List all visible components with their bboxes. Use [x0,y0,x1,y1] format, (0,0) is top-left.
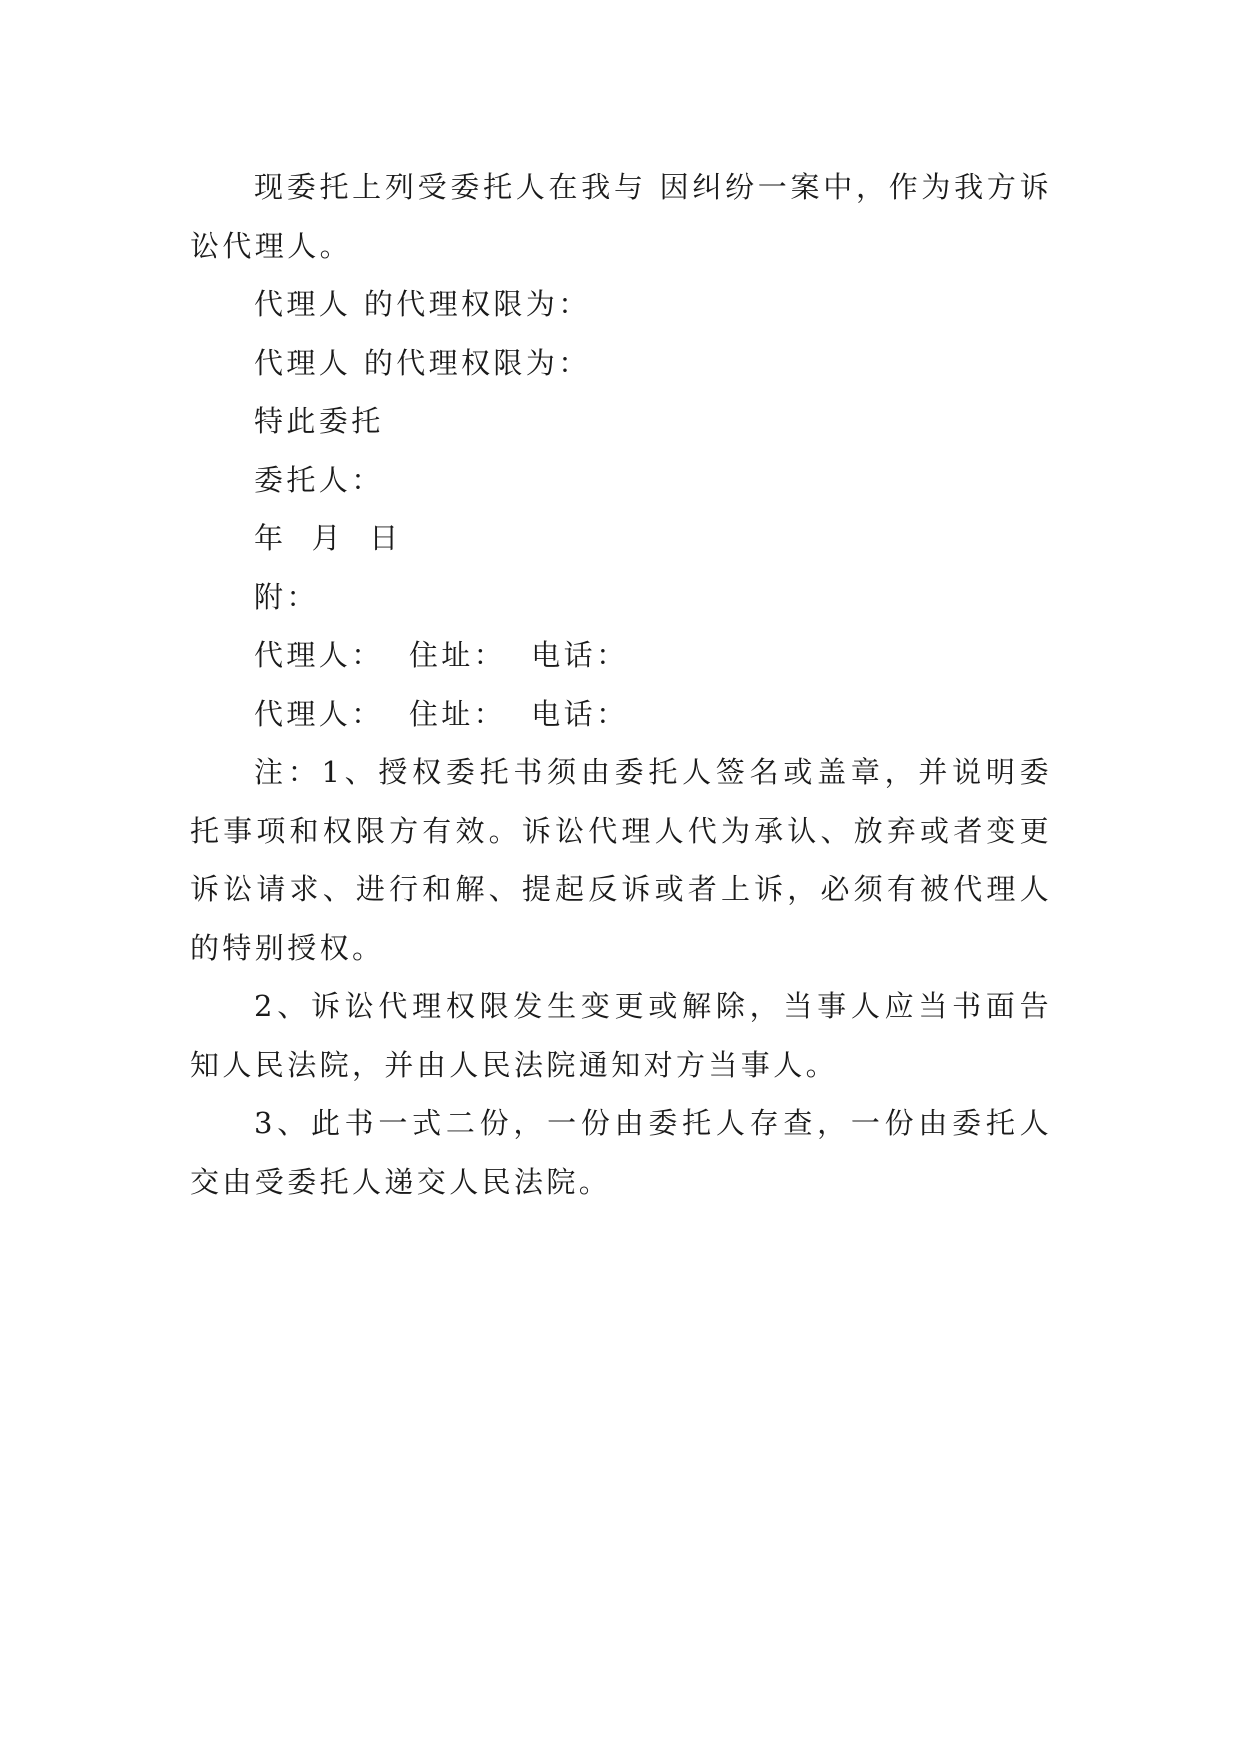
date-line: 年 月 日 [254,521,402,555]
agent-info-line-1: 代理人： 住址： 电话： [254,638,629,672]
entrustment-paragraph: 现委托上列受委托人在我与 因纠纷一案中，作为我方诉讼代理人。 [190,170,1052,263]
hereby-entrust-line: 特此委托 [254,404,384,438]
agent-authority-line-2: 代理人 的代理权限为： [254,345,591,380]
agent-authority-line-1: 代理人 的代理权限为： [254,287,591,321]
agent-info-line-2: 代理人： 住址： 电话： [254,696,629,731]
note-paragraph-2: 2、诉讼代理权限发生变更或解除，当事人应当书面告知人民法院，并由人民法院通知对方当事人。 [190,989,1052,1082]
note-paragraph-1: 注：1、授权委托书须由委托人签名或盖章，并说明委托事项和权限方有效。诉讼代理人代为承认、放弃或者变更诉讼请求、进行和解、提起反诉或者上诉，必须有被代理人的特别授权。 [190,755,1052,965]
note-paragraph-3: 3、此书一式二份，一份由委托人存查，一份由委托人交由受委托人递交人民法院。 [190,1106,1052,1199]
principal-line: 委托人： [254,462,384,497]
document-body [190,158,1052,1211]
attachment-line: 附： [254,579,319,614]
